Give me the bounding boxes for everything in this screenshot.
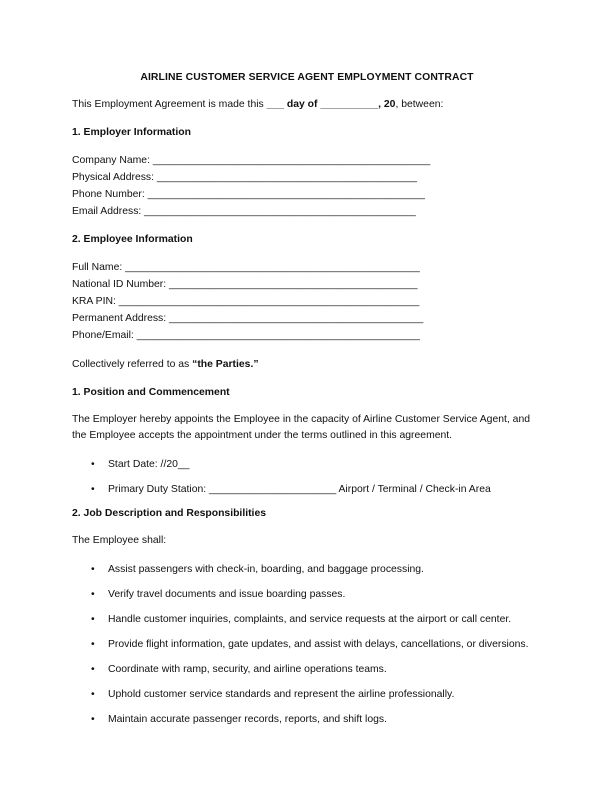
responsibility-text: Handle customer inquiries, complaints, and service requests at the airport or call center. <box>108 614 512 625</box>
parties-prefix: Collectively referred to as <box>72 359 193 370</box>
intro-date-blank: ___ day of __________, 20 <box>266 99 396 110</box>
list-item <box>72 687 542 703</box>
list-item <box>72 587 542 603</box>
responsibility-text: Assist passengers with check-in, boarding, and baggage processing. <box>108 564 424 575</box>
job-intro: The Employee shall: <box>72 535 167 546</box>
bullet-icon: • <box>91 459 95 470</box>
permanent-address-field: Permanent Address: ____________________________________________ <box>72 313 424 324</box>
position-heading: 1. Position and Commencement <box>72 387 230 398</box>
job-heading: 2. Job Description and Responsibilities <box>72 508 266 519</box>
bullet-icon: • <box>91 714 95 725</box>
bullet-icon: • <box>91 664 95 675</box>
responsibilities-list <box>72 562 542 728</box>
bullet-icon: • <box>91 689 95 700</box>
parties-bold: “the Parties.” <box>192 359 259 370</box>
contract-page <box>72 72 542 737</box>
phone-email-field: Phone/Email: _________________________________________________ <box>72 330 420 341</box>
list-item <box>72 712 542 728</box>
list-item <box>72 637 542 653</box>
intro-suffix: , between: <box>395 99 444 110</box>
phone-number-field: Phone Number: ________________________________________________ <box>72 189 426 200</box>
bullet-icon: • <box>91 614 95 625</box>
bullet-icon: • <box>91 639 95 650</box>
responsibility-text: Coordinate with ramp, security, and airline operations teams. <box>108 664 387 675</box>
list-item <box>72 457 542 473</box>
employer-heading: 1. Employer Information <box>72 127 191 138</box>
bullet-icon: • <box>91 484 95 495</box>
responsibility-text: Maintain accurate passenger records, reports, and shift logs. <box>108 714 387 725</box>
kra-pin-field: KRA PIN: ____________________________________________________ <box>72 296 420 307</box>
list-item <box>72 482 542 498</box>
list-item <box>72 612 542 628</box>
start-date-item: Start Date: //20__ <box>108 459 190 470</box>
company-name-field: Company Name: ________________________________________________ <box>72 155 431 166</box>
employee-fields <box>72 259 542 344</box>
parties-paragraph <box>72 357 542 373</box>
document-title: AIRLINE CUSTOMER SERVICE AGENT EMPLOYMENT CONTRACT <box>140 72 474 83</box>
intro-paragraph <box>72 97 542 113</box>
employer-fields <box>72 152 542 220</box>
full-name-field: Full Name: ___________________________________________________ <box>72 262 420 273</box>
list-item <box>72 562 542 578</box>
duty-station-item: Primary Duty Station: ______________________ Airport / Terminal / Check-in Area <box>108 484 491 495</box>
position-list <box>72 457 542 498</box>
list-item <box>72 662 542 678</box>
position-paragraph: The Employer hereby appoints the Employee in the capacity of Airline Customer Service Agent, and the Employee accepts the appointment under the terms outlined in this agreement. <box>72 414 531 441</box>
intro-prefix: This Employment Agreement is made this <box>72 99 267 110</box>
responsibility-text: Verify travel documents and issue boarding passes. <box>108 589 346 600</box>
physical-address-field: Physical Address: _____________________________________________ <box>72 172 417 183</box>
bullet-icon: • <box>91 589 95 600</box>
employee-heading: 2. Employee Information <box>72 234 193 245</box>
bullet-icon: • <box>91 564 95 575</box>
responsibility-text: Provide flight information, gate updates, and assist with delays, cancellations, or diversions. <box>108 639 529 650</box>
national-id-field: National ID Number: ___________________________________________ <box>72 279 418 290</box>
responsibility-text: Uphold customer service standards and represent the airline professionally. <box>108 689 455 700</box>
email-address-field: Email Address: _______________________________________________ <box>72 206 416 217</box>
